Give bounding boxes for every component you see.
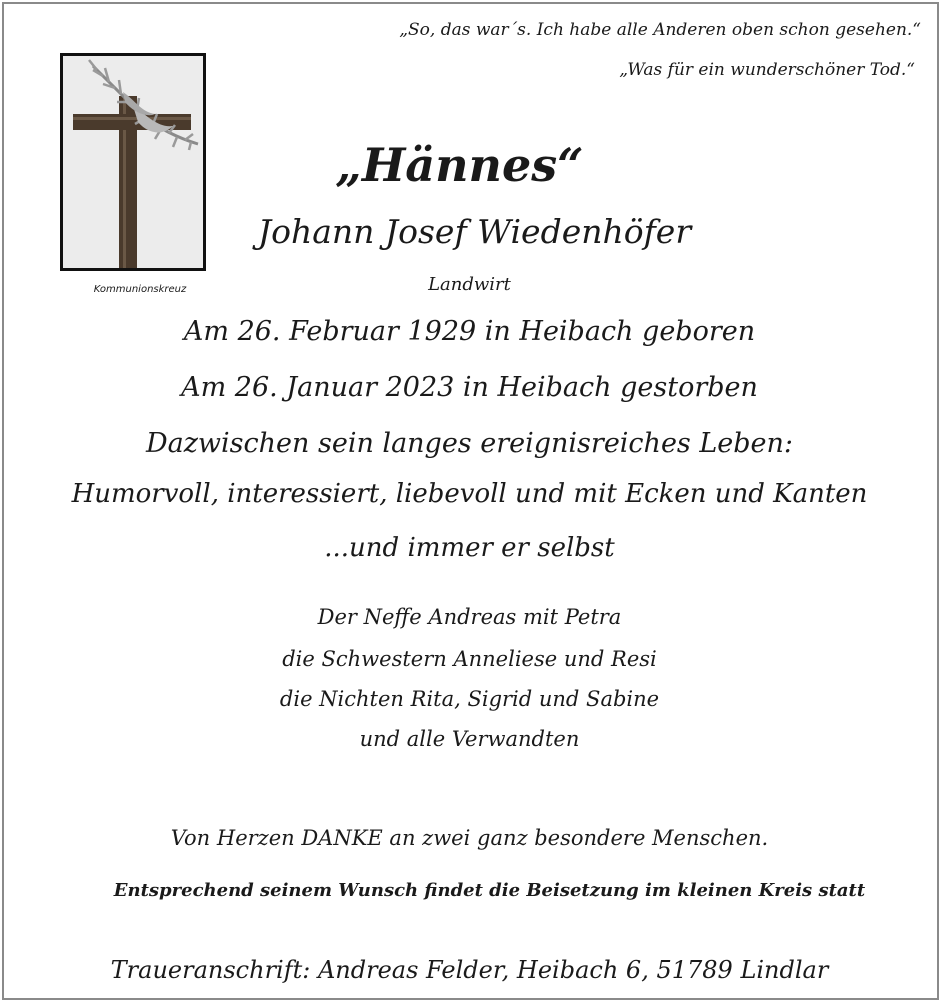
quote-line-1: „So, das war´s. Ich habe alle Anderen oben schon gesehen.“ [399,20,921,40]
thanks-line: Von Herzen DANKE an zwei ganz besondere Menschen. [170,826,769,850]
nickname-heading: „Hännes“ [335,138,584,192]
birth-line: Am 26. Februar 1929 in Heibach geboren [183,316,756,347]
full-name: Johann Josef Wiedenhöfer [257,212,692,251]
mourner-line: und alle Verwandten [359,727,580,751]
quote-line-2: „Was für ein wunderschöner Tod.“ [619,60,915,80]
mourner-line: die Schwestern Anneliese und Resi [282,647,657,671]
tribute-line-3: ...und immer er selbst [324,533,615,563]
occupation: Landwirt [428,274,511,295]
burial-note: Entsprechend seinem Wunsch findet die Beisetzung im kleinen Kreis statt [113,880,866,901]
death-line: Am 26. Januar 2023 in Heibach gestorben [181,372,758,403]
tribute-line-2: Humorvoll, interessiert, liebevoll und mit Ecken und Kanten [71,479,868,509]
mourner-line: die Nichten Rita, Sigrid und Sabine [279,687,660,711]
tribute-line-1: Dazwischen sein langes ereignisreiches Leben: [145,428,794,459]
photo-caption: Kommunionskreuz [93,284,187,295]
mourning-address: Traueranschrift: Andreas Felder, Heibach 6, 51789 Lindlar [110,956,829,984]
mourner-line: Der Neffe Andreas mit Petra [317,605,622,629]
